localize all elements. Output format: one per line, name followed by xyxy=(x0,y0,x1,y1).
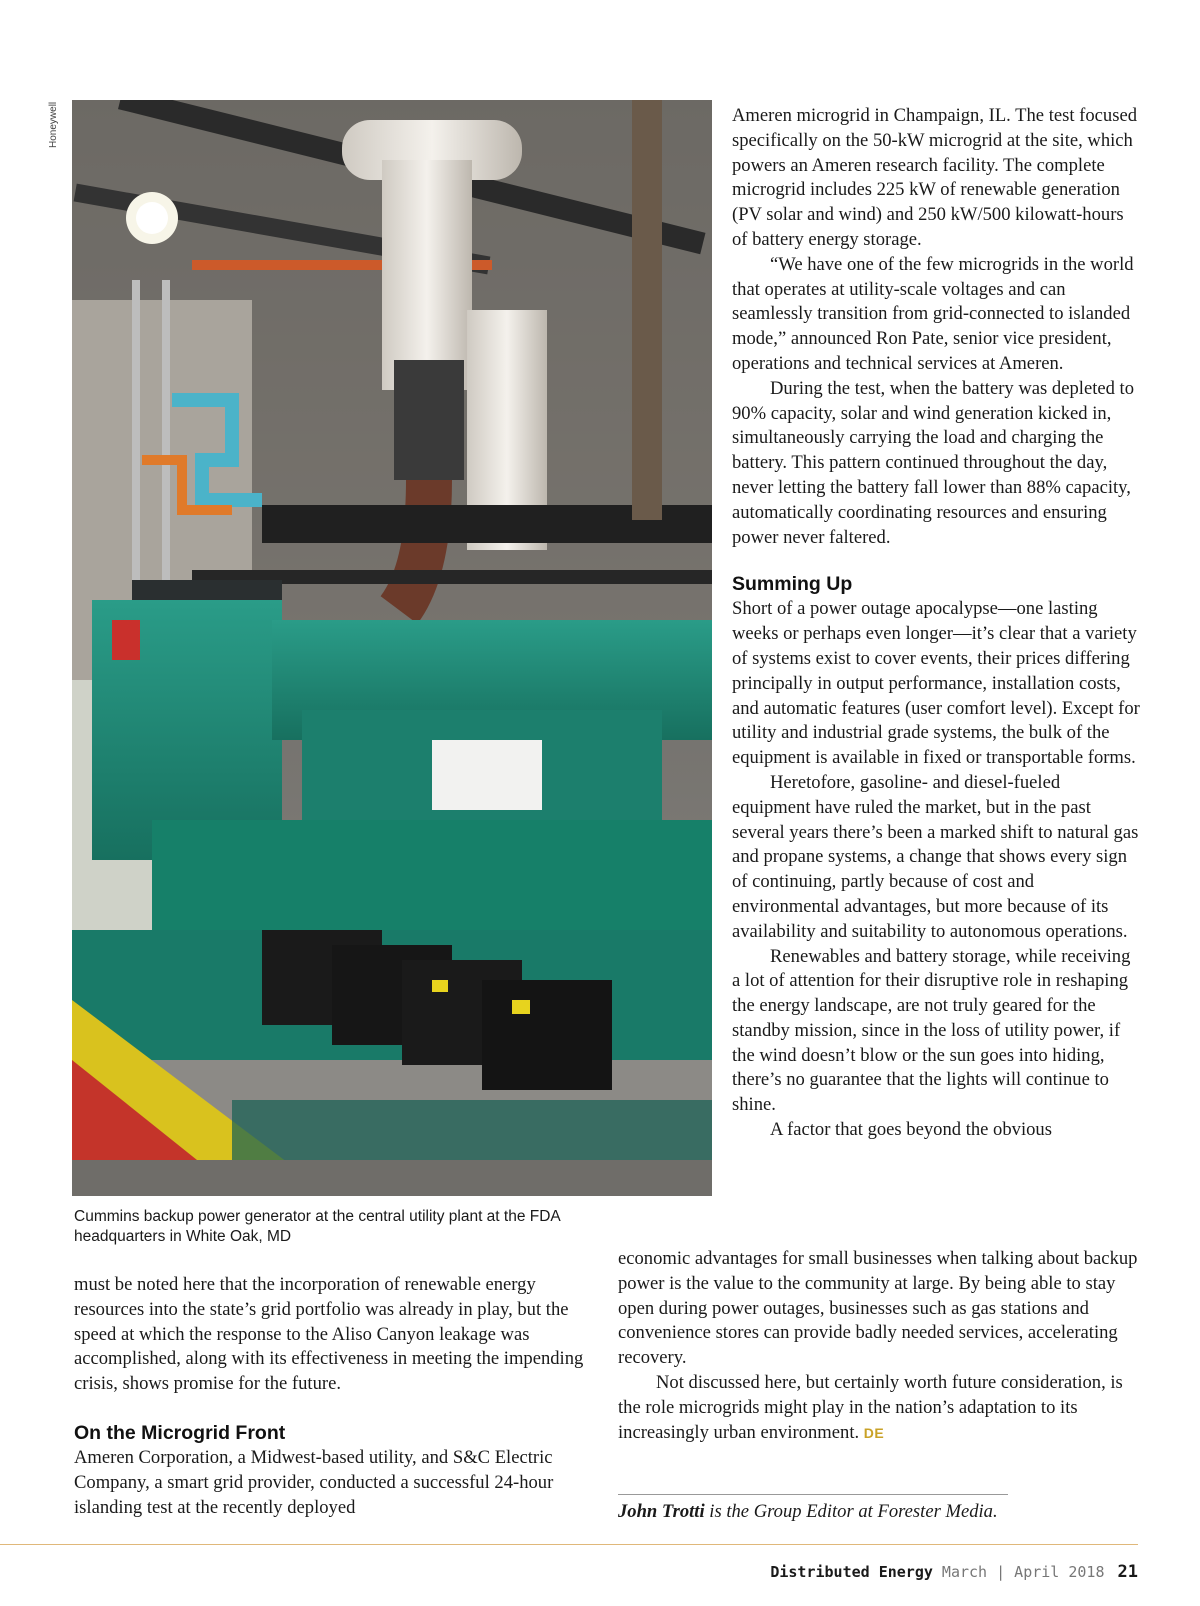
paragraph: Heretofore, gasoline- and diesel-fueled equipment have ruled the market, but in the past several years there’s been a marked shift to natural gas and propane systems, a change that shows every sign of continuing, partly because of cost and environmental advantages, but more because of its availability and suitability to autonomous operations. xyxy=(732,771,1139,942)
paragraph: Ameren microgrid in Champaign, IL. The test focused specifically on the 50-kW microgrid at the site, which powers an Ameren research facility. The complete microgrid includes 225 kW of renewable generation (PV solar and wind) and 250 kW/500 kilowatt-hours of battery energy storage. xyxy=(732,105,1137,250)
paragraph: Renewables and battery storage, while receiving a lot of attention for their disruptive role in reshaping the energy landscape, are not truly geared for the standby mission, since in the loss of utility power, if the wind doesn’t blow or the sun goes into hiding, there’s no guarantee that the lights will continue to shine. xyxy=(732,945,1131,1116)
right-column-top xyxy=(732,104,1140,1143)
author-name: John Trotti xyxy=(618,1501,705,1522)
left-column-bottom xyxy=(74,1273,594,1520)
magazine-name: Distributed Energy xyxy=(770,1563,933,1581)
paragraph: During the test, when the battery was depleted to 90% capacity, solar and wind generation kicked in, simultaneously carrying the load and charging the battery. This pattern continued throughout the day, never letting the battery fall lower than 88% capacity, automatically coordinating resources and ensuring power never faltered. xyxy=(732,377,1135,548)
paragraph-text: Not discussed here, but certainly worth future consideration, is the role microgrids might play in the nation’s adaptation to its increasingly urban environment. xyxy=(618,1371,1123,1443)
page-number: 21 xyxy=(1117,1562,1138,1582)
section-heading-microgrid-front: On the Microgrid Front xyxy=(74,1421,286,1444)
author-bio xyxy=(618,1500,1138,1524)
photo-credit: Honeywell xyxy=(48,101,59,148)
right-column-bottom xyxy=(618,1247,1140,1445)
generator-photo xyxy=(72,100,712,1196)
paragraph xyxy=(618,1371,1140,1445)
footer-divider xyxy=(0,1544,1138,1545)
generator-illustration xyxy=(72,100,712,1196)
paragraph: must be noted here that the incorporation of renewable energy resources into the state’s grid portfolio was already in play, but the speed at which the response to the Aliso Canyon leakage was accomplished, along with its effectiveness in meeting the impending crisis, shows promise for the future. xyxy=(74,1274,584,1395)
paragraph: “We have one of the few microgrids in the world that operates at utility-scale voltages and can seamlessly transition from grid-connected to islanded mode,” announced Ron Pate, senior vice president, operations and technical services at Ameren. xyxy=(732,253,1134,374)
paragraph: economic advantages for small businesses when talking about backup power is the value to the community at large. By being able to stay open during power outages, businesses such as gas stations and convenience stores can provide badly needed services, accelerating recovery. xyxy=(618,1248,1138,1369)
end-mark: DE xyxy=(863,1424,885,1441)
section-heading-summing-up: Summing Up xyxy=(732,573,853,596)
paragraph: A factor that goes beyond the obvious xyxy=(770,1119,1052,1141)
photo-caption: Cummins backup power generator at the central utility plant at the FDA headquarters in White Oak, MD xyxy=(74,1208,560,1245)
paragraph: Ameren Corporation, a Midwest-based utility, and S&C Electric Company, a smart grid provider, conducted a successful 24-hour islanding test at the recently deployed xyxy=(74,1446,554,1518)
author-bio-text: is the Group Editor at Forester Media. xyxy=(704,1501,998,1522)
bio-divider xyxy=(618,1494,1008,1495)
issue-date: March | April 2018 xyxy=(941,1563,1105,1581)
paragraph: Short of a power outage apocalypse—one lasting weeks or perhaps even longer—it’s clear that a variety of systems exist to cover events, their prices differing principally in output performance, installation costs, and automatic features (user comfort level). Except for utility and industrial grade systems, the bulk of the equipment is available in fixed or transportable forms. xyxy=(732,598,1140,769)
page-footer xyxy=(770,1562,1138,1582)
